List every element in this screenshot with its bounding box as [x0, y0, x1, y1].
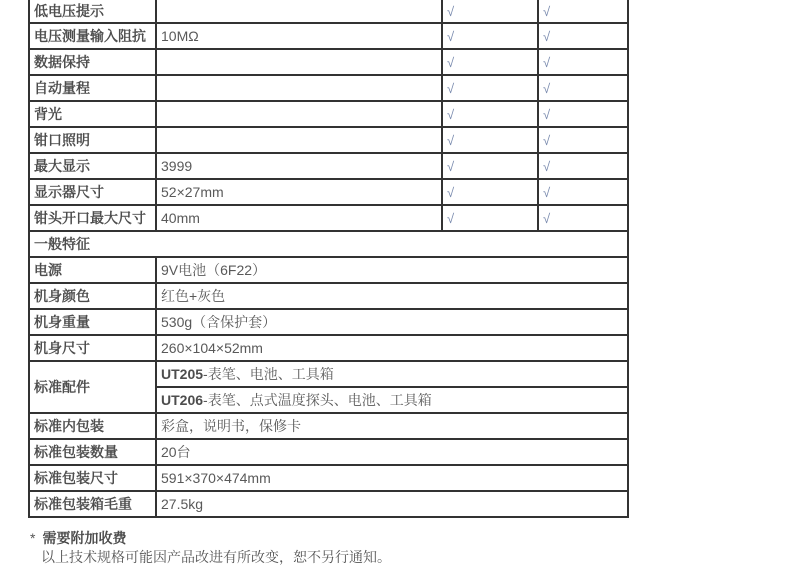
accessories-ut206-value — [156, 387, 628, 413]
table-row — [29, 283, 628, 309]
ut206-check-cell: √ — [538, 75, 628, 101]
table-row — [29, 127, 628, 153]
table-row — [29, 101, 628, 127]
spec-value: 52×27mm — [156, 179, 442, 205]
spec-value: 260×104×52mm — [156, 335, 628, 361]
spec-label: 电压测量输入阻抗 — [29, 23, 156, 49]
disclaimer-text: 以上技术规格可能因产品改进有所改变，恕不另行通知。 — [41, 549, 391, 565]
accessories-row-ut205 — [29, 361, 628, 387]
spec-label: 背光 — [29, 101, 156, 127]
ut206-check-cell: √ — [538, 49, 628, 75]
table-row — [29, 179, 628, 205]
ut205-check-cell: √ — [442, 127, 538, 153]
section-header-row — [29, 231, 628, 257]
surcharge-note — [30, 529, 391, 548]
ut205-check-cell: √ — [442, 205, 538, 231]
table-row — [29, 205, 628, 231]
ut205-check-cell: √ — [442, 153, 538, 179]
ut206-check-cell: √ — [538, 0, 628, 23]
accessory-list: -表笔、点式温度探头、电池、工具箱 — [203, 392, 432, 408]
ut206-check-cell: √ — [538, 127, 628, 153]
spec-value: 530g（含保护套） — [156, 309, 628, 335]
table-row — [29, 153, 628, 179]
section-header: 一般特征 — [29, 231, 628, 257]
ut205-check-cell: √ — [442, 101, 538, 127]
spec-value: 10MΩ — [156, 23, 442, 49]
model-name: UT205 — [161, 366, 204, 382]
ut205-check-cell: √ — [442, 0, 538, 23]
ut206-check-cell: √ — [538, 205, 628, 231]
spec-label: 低电压提示 — [29, 0, 156, 23]
spec-value: 40mm — [156, 205, 442, 231]
spec-label: 电源 — [29, 257, 156, 283]
table-row — [29, 439, 628, 465]
table-row — [29, 0, 628, 23]
spec-value — [156, 0, 442, 23]
spec-label: 机身颜色 — [29, 283, 156, 309]
spec-label: 标准包装箱毛重 — [29, 491, 156, 517]
spec-value — [156, 101, 442, 127]
spec-label: 数据保持 — [29, 49, 156, 75]
table-row — [29, 75, 628, 101]
spec-label: 钳头开口最大尺寸 — [29, 205, 156, 231]
spec-label: 最大显示 — [29, 153, 156, 179]
ut206-check-cell: √ — [538, 179, 628, 205]
spec-value: 红色+灰色 — [156, 283, 628, 309]
spec-label: 显示器尺寸 — [29, 179, 156, 205]
ut206-check-cell: √ — [538, 153, 628, 179]
ut206-check-cell: √ — [538, 101, 628, 127]
asterisk-mark: * — [30, 530, 36, 546]
spec-label: 标准配件 — [29, 361, 156, 413]
table-row — [29, 257, 628, 283]
ut205-check-cell: √ — [442, 75, 538, 101]
surcharge-note-text: 需要附加收费 — [42, 530, 127, 546]
spec-label: 钳口照明 — [29, 127, 156, 153]
spec-value: 591×370×474mm — [156, 465, 628, 491]
spec-label: 标准内包装 — [29, 413, 156, 439]
table-row — [29, 335, 628, 361]
model-name: UT206 — [161, 392, 204, 408]
spec-value: 20台 — [156, 439, 628, 465]
table-row — [29, 465, 628, 491]
product-spec-table — [28, 0, 629, 518]
spec-value — [156, 127, 442, 153]
ut206-check-cell: √ — [538, 23, 628, 49]
accessories-ut205-value — [156, 361, 628, 387]
spec-label: 标准包装尺寸 — [29, 465, 156, 491]
spec-value: 彩盒，说明书，保修卡 — [156, 413, 628, 439]
table-row — [29, 413, 628, 439]
spec-value: 9V电池（6F22） — [156, 257, 628, 283]
table-row — [29, 309, 628, 335]
spec-label: 标准包装数量 — [29, 439, 156, 465]
table-row — [29, 23, 628, 49]
spec-label: 自动量程 — [29, 75, 156, 101]
table-row — [29, 49, 628, 75]
ut205-check-cell: √ — [442, 49, 538, 75]
ut205-check-cell: √ — [442, 179, 538, 205]
spec-value: 27.5kg — [156, 491, 628, 517]
accessory-list: -表笔、电池、工具箱 — [203, 366, 334, 382]
spec-label: 机身尺寸 — [29, 335, 156, 361]
spec-value — [156, 75, 442, 101]
ut205-check-cell: √ — [442, 23, 538, 49]
spec-value: 3999 — [156, 153, 442, 179]
table-row — [29, 491, 628, 517]
spec-label: 机身重量 — [29, 309, 156, 335]
footnote — [30, 529, 391, 567]
spec-value — [156, 49, 442, 75]
